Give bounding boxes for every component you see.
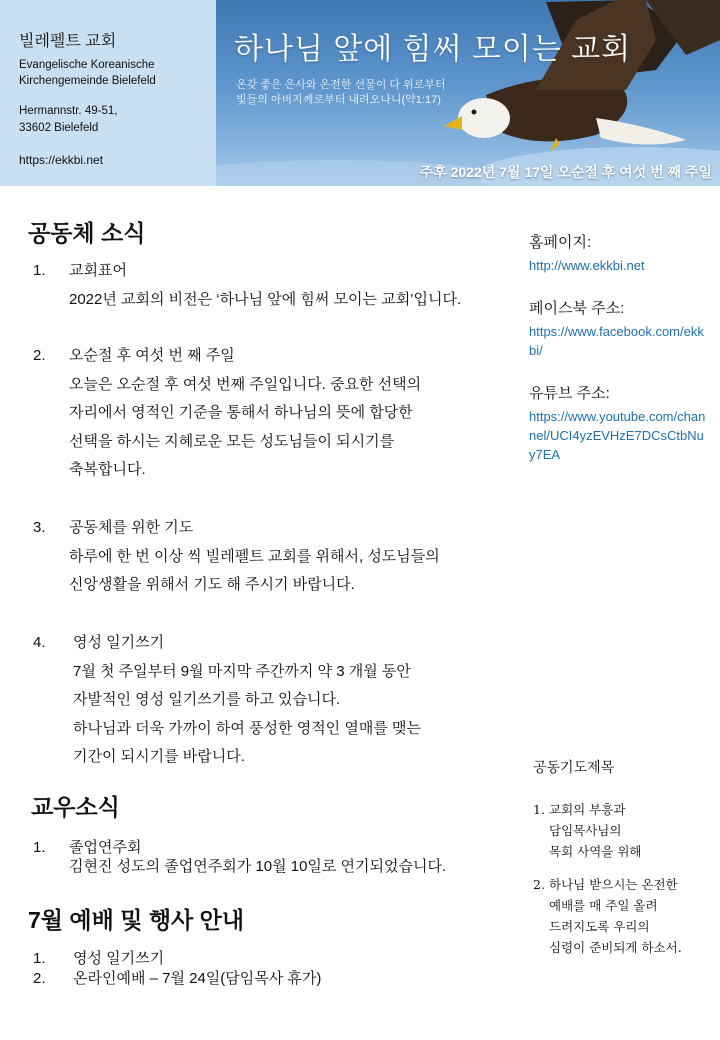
list-item: [33, 514, 503, 600]
prayer-item: [533, 799, 713, 862]
prayer-text: 하나님 받으시는 온전한: [549, 877, 678, 892]
section-title-community-news: 공동체 소식: [28, 220, 146, 246]
item-text: 기간이 되시기를 바랍니다.: [73, 748, 245, 765]
item-text: 신앙생활을 위해서 기도 해 주시기 바랍니다.: [69, 576, 355, 593]
church-info-box: [0, 0, 216, 186]
item-text: 축복합니다.: [69, 461, 146, 478]
church-address: [19, 103, 216, 137]
item-text: 김현진 성도의 졸업연주회가 10월 10일로 연기되었습니다.: [69, 858, 447, 875]
item-number: 3.: [33, 519, 46, 536]
prayer-item: [533, 874, 713, 958]
item-text: 자발적인 영성 일기쓰기를 하고 있습니다.: [73, 691, 341, 708]
prayer-text: 목회 사역을 위해: [549, 844, 642, 859]
prayer-text: 예배를 매 주일 올려: [549, 898, 658, 913]
item-text: 자리에서 영적인 기준을 통해서 하나님의 뜻에 합당한: [69, 404, 413, 421]
contact-sidebar: [529, 231, 709, 486]
item-number: 1.: [33, 839, 46, 856]
list-item: [33, 342, 503, 485]
item-text: 2022년 교회의 비전은 ‘하나님 앞에 힘써 모이는 교회’입니다.: [69, 290, 462, 308]
facebook-label: 페이스북 주소:: [529, 300, 625, 317]
address-line-1: Hermannstr. 49-51,: [19, 105, 118, 117]
item-text: 하루에 한 번 이상 씩 빌레펠트 교회를 위해서, 성도님들의: [69, 547, 440, 565]
item-title: 온라인예배 – 7월 24일(담임목사 휴가): [73, 970, 322, 987]
verse-line-1: 온갖 좋은 은사와 온전한 선물이 다 위로부터: [236, 79, 446, 91]
list-item: [33, 838, 513, 876]
item-title: 영성 일기쓰기: [73, 950, 165, 967]
item-number: 2.: [33, 970, 46, 987]
section-title-member-news: 교우소식: [31, 794, 120, 820]
homepage-link[interactable]: http://www.ekkbi.net: [529, 258, 645, 273]
item-title: 공동체를 위한 기도: [69, 519, 194, 536]
item-number: 1.: [33, 950, 46, 967]
service-date: 주후 2022년 7월 17일 오순절 후 여섯 번 째 주일: [419, 164, 712, 180]
item-number: 2.: [33, 347, 46, 364]
church-name: 빌레펠트 교회: [19, 33, 117, 50]
prayer-text: 드려지도록 우리의: [549, 919, 650, 934]
church-website-link[interactable]: https://ekkbi.net: [19, 153, 104, 167]
item-number: 4.: [33, 634, 46, 651]
prayer-number: 1.: [533, 802, 545, 817]
item-text: 오늘은 오순절 후 여섯 번째 주일입니다. 중요한 선택의: [69, 375, 422, 393]
item-title: 교회표어: [69, 262, 127, 279]
list-item: [33, 969, 503, 988]
list-item: [33, 949, 503, 968]
item-number: 1.: [33, 262, 46, 279]
youtube-link[interactable]: https://www.youtube.com/channel/UCI4yzEVHzE7DCsCtbNuy7EA: [529, 409, 706, 462]
prayer-requests: [533, 757, 713, 970]
facebook-link[interactable]: https://www.facebook.com/ekkbi/: [529, 324, 704, 358]
item-text: 7월 첫 주일부터 9월 마지막 주간까지 약 3 개월 동안: [73, 662, 411, 680]
prayer-text: 담임목사님의: [549, 823, 622, 838]
prayer-number: 2.: [533, 877, 545, 892]
list-item: [33, 629, 503, 772]
item-text: 하나님과 더욱 가까이 하여 풍성한 영적인 열매를 맺는: [73, 719, 421, 737]
prayer-text: 교회의 부흥과: [549, 802, 626, 817]
prayer-text: 심령이 준비되게 하소서.: [549, 940, 682, 955]
item-text: 선택을 하시는 지혜로운 모든 성도님들이 되시기를: [69, 432, 395, 450]
bible-verse: [236, 78, 506, 108]
verse-line-2: 빛들의 아버지께로부터 내려오나니(약1:17): [236, 94, 441, 106]
address-line-2: 33602 Bielefeld: [19, 122, 99, 134]
header-banner: [216, 0, 720, 186]
homepage-label: 홈페이지:: [529, 234, 592, 251]
list-item: [33, 257, 503, 314]
item-title: 졸업연주회: [69, 839, 142, 856]
item-title: 오순절 후 여섯 번 째 주일: [69, 347, 235, 364]
section-title-events: 7월 예배 및 행사 안내: [28, 907, 245, 933]
item-title: 영성 일기쓰기: [73, 634, 165, 651]
youtube-label: 유튜브 주소:: [529, 385, 610, 402]
banner-title: 하나님 앞에 힘써 모이는 교회: [234, 33, 632, 66]
prayer-title: 공동기도제목: [533, 759, 615, 775]
church-name-german-line-2: Kirchengemeinde Bielefeld: [19, 75, 156, 87]
church-name-german-line-1: Evangelische Koreanische: [19, 59, 155, 71]
